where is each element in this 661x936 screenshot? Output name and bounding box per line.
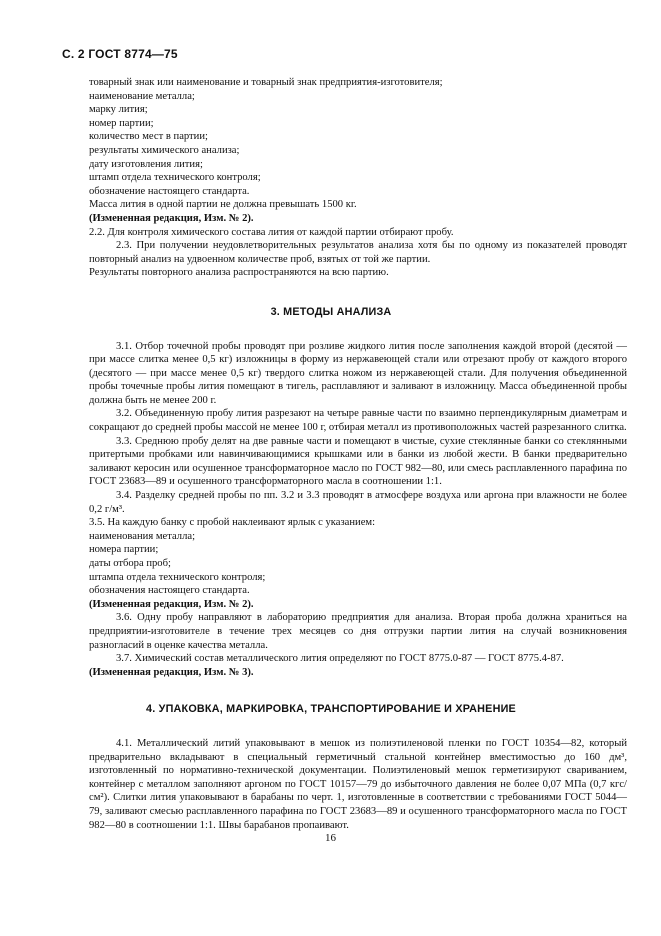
paragraph-4-1: 4.1. Металлический литий упаковывают в мешок из полиэтиленовой пленки по ГОСТ 10354—82, который предварительно вкладывают в специальный герметичный стальной контейнер вместимостью до 160 дм³, изготовленный по нормативно-технической документации. Полиэтиленовый мешок герметизируют свариванием, контейнер с металлом заполняют аргоном по ГОСТ 10157—79 до избыточного давления не более 0,07 МПа (0,7 кгс/см²). Слитки лития упаковывают в барабаны по черт. 1, изготовленные в соответствии с требованиями ГОСТ 5044—79, заливают смесью расплавленного парафина по ГОСТ 23683—89 и осушенного трансформаторного масла по ГОСТ 982—80 в соотношении 1:1. Швы барабанов пропаивают. xyxy=(89,737,627,831)
list-item: наименование металла; xyxy=(89,90,195,102)
paragraph-3-7: 3.7. Химический состав металлического лития определяют по ГОСТ 8775.0-87 — ГОСТ 8775.4-87. xyxy=(116,653,564,665)
edition-note: (Измененная редакция, Изм. № 2). xyxy=(89,598,254,610)
list-item: штампа отдела технического контроля; xyxy=(89,571,266,583)
list-item: обозначение настоящего стандарта. xyxy=(89,185,250,197)
paragraph-3-1: 3.1. Отбор точечной пробы проводят при розливе жидкого лития после заполнения каждой второй (десятой — при массе слитка менее 0,5 кг) изложницы в форму из нержавеющей стали или отрезают пробу от каждого второго (десятого — при массе менее 0,5 кг) твердого слитка ножом из нержавеющей стали. Для получения объединенной пробы точечные пробы лития помещают в тигель, расплавляют и заливают в изложницу. Масса объединенной пробы должна быть не менее 200 г. xyxy=(89,340,627,406)
paragraph-2-3-result: Результаты повторного анализа распространяются на всю партию. xyxy=(89,267,389,279)
list-item: Масса лития в одной партии не должна превышать 1500 кг. xyxy=(89,199,357,211)
paragraph-3-5: 3.5. На каждую банку с пробой наклеивают ярлык с указанием: xyxy=(89,517,376,529)
page-number: 16 xyxy=(325,832,336,844)
list-item: количество мест в партии; xyxy=(89,131,208,143)
list-item: штамп отдела технического контроля; xyxy=(89,172,261,184)
section-3 xyxy=(89,340,627,680)
edition-note: (Измененная редакция, Изм. № 3). xyxy=(89,666,254,678)
edition-note: (Измененная редакция, Изм. № 2). xyxy=(89,212,254,224)
list-item: результаты химического анализа; xyxy=(89,144,240,156)
paragraph-3-4: 3.4. Разделку средней пробы по пп. 3.2 и 3.3 проводят в атмосфере воздуха или аргона при влажности не более 0,2 г/м³. xyxy=(89,490,627,515)
document-body xyxy=(89,76,627,832)
section-3-title: 3. МЕТОДЫ АНАЛИЗА xyxy=(270,305,392,318)
list-item: марку лития; xyxy=(89,104,148,116)
list-item: даты отбора проб; xyxy=(89,558,171,569)
paragraph-3-3: 3.3. Среднюю пробу делят на две равные части и помещают в чистые, сухие стеклянные банки со стеклянными притертыми пробками или навинчивающимися крышками или в банки из любой жести. В банки предварительно заливают керосин или осушенное трансформаторное масло по ГОСТ 982—80, или смесь расплавленного парафина по ГОСТ 23683—89 и осушенного трансформаторного масла в соотношении 1:1. xyxy=(89,435,627,488)
list-item: обозначения настоящего стандарта. xyxy=(89,585,250,597)
list-item: товарный знак или наименование и товарный знак предприятия-изготовителя; xyxy=(89,77,443,88)
paragraph-3-6: 3.6. Одну пробу направляют в лабораторию предприятия для анализа. Вторая проба должна храниться на предприятии-изготовителе в течение трех месяцев со дня отгрузки партии лития на случай возникновения разногласий в оценке качества металла. xyxy=(89,612,627,651)
list-item: номер партии; xyxy=(89,117,154,129)
paragraph-3-2: 3.2. Объединенную пробу лития разрезают на четыре равные части по взаимно перпендикулярным диаметрам и сокращают до средней пробы массой не менее 100 г, отбирая металл из противоположных частей разрезанного слитка. xyxy=(89,408,627,434)
section-4-title: 4. УПАКОВКА, МАРКИРОВКА, ТРАНСПОРТИРОВАНИЕ И ХРАНЕНИЕ xyxy=(146,703,516,716)
section-2-continuation xyxy=(89,76,627,280)
list-item: дату изготовления лития; xyxy=(89,158,203,170)
list-item: наименования металла; xyxy=(89,530,196,542)
paragraph-2-2: 2.2. Для контроля химического состава лития от каждой партии отбирают пробу. xyxy=(89,226,454,238)
section-4 xyxy=(89,737,627,832)
page-header: С. 2 ГОСТ 8774—75 xyxy=(62,47,178,61)
paragraph-2-3: 2.3. При получении неудовлетворительных результатов анализа хотя бы по одному из показателей проводят повторный анализ на удвоенном количестве проб, взятых от той же партии. xyxy=(89,240,627,265)
list-item: номера партии; xyxy=(89,544,159,556)
